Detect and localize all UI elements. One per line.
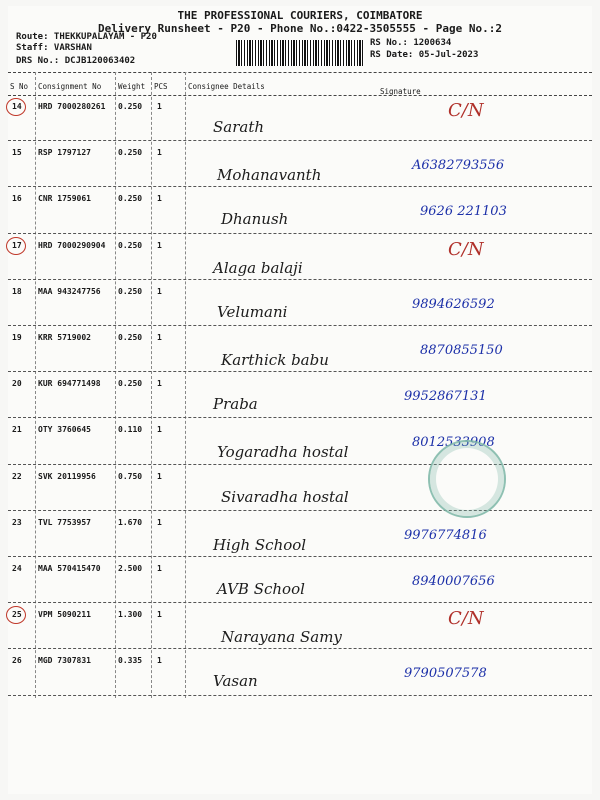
row-divider xyxy=(8,695,592,696)
consignee-name: High School xyxy=(213,535,307,554)
table-row xyxy=(8,417,592,463)
table-row xyxy=(8,186,592,232)
consignee-name: Narayana Samy xyxy=(221,628,342,647)
pieces-count: 1 xyxy=(157,656,162,666)
signature-entry: C/N xyxy=(448,100,484,121)
seal-stamp xyxy=(428,440,506,518)
weight-value: 0.335 xyxy=(118,656,143,666)
route-label: Route: THEKKUPALAYAM - P20 xyxy=(16,32,157,42)
weight-value: 0.110 xyxy=(118,425,143,435)
signature-entry: 9894626592 xyxy=(412,296,495,312)
consignee-name: Velumani xyxy=(217,302,288,321)
consignment-number: KRR 5719002 xyxy=(38,333,91,342)
table-row xyxy=(8,510,592,556)
serial-number: 22 xyxy=(12,471,22,481)
serial-number: 19 xyxy=(12,333,22,342)
staff-label: Staff: VARSHAN xyxy=(16,43,92,53)
signature-entry: C/N xyxy=(448,238,484,260)
col-sno: S No xyxy=(10,82,29,91)
col-pcs: PCS xyxy=(154,82,168,91)
consignment-number: MAA 570415470 xyxy=(38,564,101,573)
consignment-number: CNR 1759061 xyxy=(38,194,91,204)
barcode xyxy=(236,40,364,66)
table-row xyxy=(8,602,592,648)
weight-value: 2.500 xyxy=(118,564,143,573)
weight-value: 0.750 xyxy=(118,471,143,481)
rs-date: RS Date: 05-Jul-2023 xyxy=(370,50,479,60)
consignment-number: KUR 694771498 xyxy=(38,379,101,389)
weight-value: 0.250 xyxy=(118,286,143,296)
signature-entry: A6382793556 xyxy=(412,158,505,174)
pieces-count: 1 xyxy=(157,240,162,250)
consignment-number: OTY 3760645 xyxy=(38,425,91,435)
consignment-number: TVL 7753957 xyxy=(38,517,91,527)
pieces-count: 1 xyxy=(157,379,162,389)
signature-entry: 9790507578 xyxy=(404,666,487,682)
table-header xyxy=(8,72,592,96)
table-row xyxy=(8,94,592,140)
rs-number: RS No.: 1200634 xyxy=(370,38,452,48)
weight-value: 0.250 xyxy=(118,102,143,111)
serial-number: 20 xyxy=(12,379,22,389)
weight-value: 0.250 xyxy=(118,333,143,342)
col-signature: Signature xyxy=(380,87,421,96)
company-title: THE PROFESSIONAL COURIERS, COIMBATORE xyxy=(177,9,423,22)
circle-mark xyxy=(6,237,26,255)
serial-number: 18 xyxy=(12,286,22,296)
pieces-count: 1 xyxy=(157,148,162,158)
pieces-count: 1 xyxy=(157,471,162,481)
pieces-count: 1 xyxy=(157,194,162,204)
table-row xyxy=(8,279,592,325)
weight-value: 1.670 xyxy=(118,517,143,527)
col-consignee: Consignee Details xyxy=(188,82,265,91)
pieces-count: 1 xyxy=(157,102,162,111)
serial-number: 15 xyxy=(12,148,22,158)
signature-entry: 8012533908 xyxy=(412,435,495,451)
weight-value: 0.250 xyxy=(118,379,143,389)
weight-value: 0.250 xyxy=(118,240,143,250)
consignment-number: MAA 943247756 xyxy=(38,286,101,296)
weight-value: 0.250 xyxy=(118,148,143,158)
signature-entry: 9952867131 xyxy=(404,389,487,405)
consignee-name: Mohanavanth xyxy=(217,166,322,185)
consignee-name: Karthick babu xyxy=(221,351,329,369)
weight-value: 1.300 xyxy=(118,610,143,620)
runsheet-page xyxy=(8,6,592,794)
consignee-name: Yogaradha hostal xyxy=(217,443,349,462)
pieces-count: 1 xyxy=(157,610,162,620)
col-weight: Weight xyxy=(118,82,146,91)
signature-entry: 9976774816 xyxy=(404,527,487,543)
table-row xyxy=(8,233,592,279)
pieces-count: 1 xyxy=(157,564,162,573)
pieces-count: 1 xyxy=(157,517,162,527)
serial-number: 23 xyxy=(12,517,22,527)
serial-number: 25 xyxy=(12,610,22,619)
serial-number: 16 xyxy=(12,194,22,204)
consignee-name: Dhanush xyxy=(221,210,289,229)
table-row xyxy=(8,325,592,371)
consignee-name: AVB School xyxy=(217,580,305,598)
signature-entry: 8870855150 xyxy=(420,343,503,358)
pieces-count: 1 xyxy=(157,286,162,296)
serial-number: 26 xyxy=(12,656,22,666)
table-row xyxy=(8,648,592,694)
consignment-number: MGD 7307831 xyxy=(38,656,91,666)
consignment-number: HRD 7000290904 xyxy=(38,240,106,250)
serial-number: 17 xyxy=(12,241,22,250)
table-row xyxy=(8,556,592,602)
signature-entry: 9626 221103 xyxy=(420,204,507,220)
consignee-name: Alaga balaji xyxy=(213,258,303,277)
table-row xyxy=(8,140,592,186)
consignment-number: RSP 1797127 xyxy=(38,148,91,158)
col-consignment: Consignment No xyxy=(38,82,102,91)
consignment-number: HRD 7000280261 xyxy=(38,102,106,111)
serial-number: 21 xyxy=(12,425,22,435)
consignee-name: Sarath xyxy=(213,118,265,136)
consignment-number: VPM 5090211 xyxy=(38,610,91,620)
consignee-name: Sivaradha hostal xyxy=(221,487,349,506)
serial-number: 14 xyxy=(12,102,22,111)
signature-entry: C/N xyxy=(448,608,484,630)
serial-number: 24 xyxy=(12,564,22,573)
pieces-count: 1 xyxy=(157,425,162,435)
table-row xyxy=(8,371,592,417)
drs-label: DRS No.: DCJB120063402 xyxy=(16,56,136,66)
runsheet-subtitle: Delivery Runsheet - P20 - Phone No.:0422-3505555 - Page No.:2 xyxy=(98,22,502,35)
circle-mark xyxy=(6,98,26,116)
pieces-count: 1 xyxy=(157,333,162,342)
consignee-name: Praba xyxy=(213,395,258,414)
signature-entry: 8940007656 xyxy=(412,574,495,589)
weight-value: 0.250 xyxy=(118,194,143,204)
consignment-number: SVK 20119956 xyxy=(38,471,96,481)
circle-mark xyxy=(6,606,26,624)
consignee-name: Vasan xyxy=(213,672,258,691)
